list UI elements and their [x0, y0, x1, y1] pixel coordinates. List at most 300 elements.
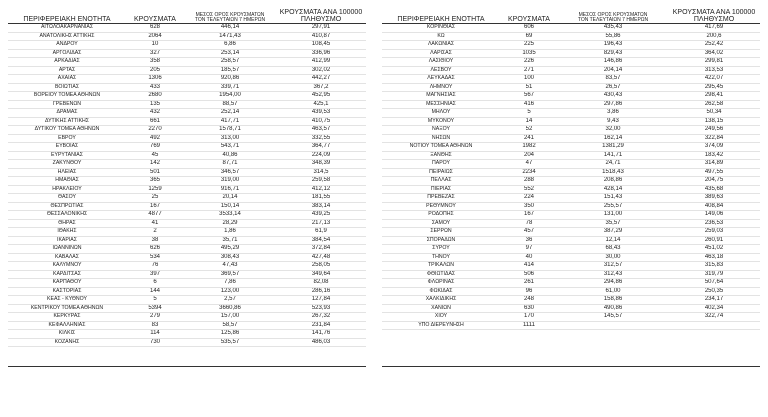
cell-cases: 2680	[126, 92, 184, 101]
cell-cases: 661	[126, 117, 184, 126]
table-row	[382, 151, 760, 160]
table-row	[382, 143, 760, 152]
cell-cases: 226	[500, 58, 558, 67]
table-row	[382, 321, 760, 330]
cell-cases: 96	[500, 287, 558, 296]
table-row	[8, 313, 366, 322]
cell-cases: 567	[500, 92, 558, 101]
cell-region: ΚΑΡΔΙΤΣΑΣ	[8, 270, 126, 279]
cell-cases: 83	[126, 321, 184, 330]
cell-avg7: 26,57	[558, 83, 668, 92]
cell-avg7: 369,57	[184, 270, 276, 279]
cell-avg7: 3533,14	[184, 211, 276, 220]
cell-cases: 40	[500, 253, 558, 262]
cell-avg7: 150,14	[184, 202, 276, 211]
cell-region: ΚΕΡΚΥΡΑΣ	[8, 313, 126, 322]
cell-per100k: 372,84	[276, 245, 366, 254]
table-row	[8, 160, 366, 169]
table-row	[382, 219, 760, 228]
table-row	[382, 117, 760, 126]
cell-per100k: 319,79	[668, 270, 760, 279]
cell-per100k: 224,09	[276, 151, 366, 160]
cell-cases: 248	[500, 296, 558, 305]
cell-per100k: 322,84	[668, 134, 760, 143]
header-per100k	[668, 8, 760, 24]
cell-region: ΝΟΤΙΟΥ ΤΟΜΕΑ ΑΘΗΝΩΝ	[382, 143, 500, 152]
cell-region: ΑΡΚΑΔΙΑΣ	[8, 58, 126, 67]
cell-cases: 51	[500, 83, 558, 92]
table-row	[382, 228, 760, 237]
cell-cases: 144	[126, 287, 184, 296]
table-row	[8, 211, 366, 220]
cell-cases: 1111	[500, 321, 558, 330]
cell-region: ΠΙΕΡΙΑΣ	[382, 185, 500, 194]
cell-per100k: 427,48	[276, 253, 366, 262]
cell-region: ΠΑΡΟΥ	[382, 160, 500, 169]
cell-region: ΚΕΦΑΛΛΗΝΙΑΣ	[8, 321, 126, 330]
cell-avg7: 916,71	[184, 185, 276, 194]
header-avg7-line2: ΤΟΝ ΤΕΛΕΥΤΑΙΩΝ 7 ΗΜΕΡΩΝ	[577, 17, 649, 23]
left-data-table	[8, 8, 366, 347]
table-row	[8, 32, 366, 41]
cell-region: ΗΡΑΚΛΕΙΟΥ	[8, 185, 126, 194]
cell-per100k: 402,34	[668, 304, 760, 313]
cell-avg7: 28,29	[184, 219, 276, 228]
table-row	[382, 126, 760, 135]
cell-region: ΡΕΘΥΜΝΟΥ	[382, 202, 500, 211]
cell-region: ΑΡΤΑΣ	[8, 66, 126, 75]
cell-avg7: 40,86	[184, 151, 276, 160]
cell-region: ΤΡΙΚΑΛΩΝ	[382, 262, 500, 271]
cell-region: ΚΑΒΑΛΑΣ	[8, 253, 126, 262]
cell-per100k: 452,95	[276, 92, 366, 101]
cell-per100k: 439,25	[276, 211, 366, 220]
cell-per100k: 497,55	[668, 168, 760, 177]
cell-cases: 47	[500, 160, 558, 169]
header-per100k-line2: ΠΛΗΘΥΣΜΟ	[300, 16, 342, 23]
cell-region: ΣΥΡΟΥ	[382, 245, 500, 254]
cell-region: ΚΕΝΤΡΙΚΟΥ ΤΟΜΕΑ ΑΘΗΝΩΝ	[8, 304, 126, 313]
cell-region: ΚΑΛΥΜΝΟΥ	[8, 262, 126, 271]
table-row	[382, 270, 760, 279]
cell-per100k: 412,99	[276, 58, 366, 67]
cell-avg7: 9,43	[558, 117, 668, 126]
cell-avg7: 253,14	[184, 49, 276, 58]
cell-per100k: 127,84	[276, 296, 366, 305]
cell-cases: 45	[126, 151, 184, 160]
table-row	[382, 296, 760, 305]
cell-avg7: 294,86	[558, 279, 668, 288]
table-row	[8, 49, 366, 58]
table-row	[8, 177, 366, 186]
cell-cases: 241	[500, 134, 558, 143]
cell-region: ΑΙΤΩΛΟΑΚΑΡΝΑΝΙΑΣ	[8, 24, 126, 33]
header-per100k-line2: ΠΛΗΘΥΣΜΟ	[693, 16, 735, 23]
cell-cases: 167	[126, 202, 184, 211]
cell-region: ΖΑΚΥΝΘΟΥ	[8, 160, 126, 169]
cell-cases: 2234	[500, 168, 558, 177]
cell-region: ΗΜΑΘΙΑΣ	[8, 177, 126, 186]
cell-region: ΛΕΣΒΟΥ	[382, 66, 500, 75]
cell-per100k: 389,63	[668, 194, 760, 203]
table-row	[8, 338, 366, 347]
cell-region: ΠΡΕΒΕΖΑΣ	[382, 194, 500, 203]
cell-avg7: 208,86	[558, 177, 668, 186]
cell-avg7: 255,57	[558, 202, 668, 211]
table-row	[8, 245, 366, 254]
cell-avg7: 543,71	[184, 143, 276, 152]
cell-avg7: 346,57	[184, 168, 276, 177]
cell-region: ΜΑΓΝΗΣΙΑΣ	[382, 92, 500, 101]
table-row	[382, 253, 760, 262]
cell-region: ΓΡΕΒΕΝΩΝ	[8, 100, 126, 109]
cell-avg7: 312,43	[558, 270, 668, 279]
table-row	[382, 75, 760, 84]
cell-cases: 630	[500, 304, 558, 313]
table-row	[382, 194, 760, 203]
table-row	[382, 262, 760, 271]
cell-cases: 414	[500, 262, 558, 271]
cell-cases: 142	[126, 160, 184, 169]
cell-region: ΧΙΟΥ	[382, 313, 500, 322]
cell-cases: 69	[500, 32, 558, 41]
cell-per100k: 486,03	[276, 338, 366, 347]
table-row	[8, 262, 366, 271]
cell-per100k: 297,91	[276, 24, 366, 33]
cell-per100k: 82,08	[276, 279, 366, 288]
table-row	[8, 83, 366, 92]
table-row	[382, 313, 760, 322]
cell-region: ΦΘΙΩΤΙΔΑΣ	[382, 270, 500, 279]
table-row	[8, 219, 366, 228]
cell-per100k: 412,12	[276, 185, 366, 194]
cell-cases: 506	[500, 270, 558, 279]
table-row	[382, 24, 760, 33]
cell-cases: 114	[126, 330, 184, 339]
table-row	[382, 279, 760, 288]
cell-region: ΣΠΟΡΑΔΩΝ	[382, 236, 500, 245]
cell-avg7: 185,57	[184, 66, 276, 75]
cell-cases: 1982	[500, 143, 558, 152]
cell-avg7: 55,86	[558, 32, 668, 41]
cell-avg7: 7,86	[184, 279, 276, 288]
cell-avg7: 313,00	[184, 134, 276, 143]
table-row	[382, 92, 760, 101]
cell-avg7: 428,14	[558, 185, 668, 194]
cell-avg7: 145,57	[558, 313, 668, 322]
cell-region: ΚΩ	[382, 32, 500, 41]
table-row	[8, 194, 366, 203]
cell-region: ΧΑΝΙΩΝ	[382, 304, 500, 313]
cell-avg7: 131,00	[558, 211, 668, 220]
header-avg7	[184, 8, 276, 24]
cell-avg7: 123,00	[184, 287, 276, 296]
cell-avg7: 20,14	[184, 194, 276, 203]
cell-region: ΜΕΣΣΗΝΙΑΣ	[382, 100, 500, 109]
cell-per100k: 332,55	[276, 134, 366, 143]
cell-region: ΜΗΛΟΥ	[382, 109, 500, 118]
cell-region: ΛΗΜΝΟΥ	[382, 83, 500, 92]
table-row	[8, 126, 366, 135]
cell-per100k: 463,18	[668, 253, 760, 262]
cell-avg7: 297,86	[558, 100, 668, 109]
cell-region: ΚΟΡΙΝΘΙΑΣ	[382, 24, 500, 33]
cell-cases: 4877	[126, 211, 184, 220]
cell-region: ΛΑΡΙΣΑΣ	[382, 49, 500, 58]
cell-per100k: 408,84	[668, 202, 760, 211]
left-header-row	[8, 8, 366, 24]
cell-cases: 38	[126, 236, 184, 245]
cell-cases: 204	[500, 151, 558, 160]
cell-per100k: 217,13	[276, 219, 366, 228]
cell-avg7: 435,43	[558, 24, 668, 33]
table-row	[382, 287, 760, 296]
cell-per100k: 204,75	[668, 177, 760, 186]
cell-cases: 288	[500, 177, 558, 186]
cell-cases: 626	[126, 245, 184, 254]
cell-region: ΣΑΜΟΥ	[382, 219, 500, 228]
header-avg7-line1: ΜΕΣΟΣ ΟΡΟΣ ΚΡΟΥΣΜΑΤΩΝ	[578, 12, 648, 18]
cell-per100k: 50,34	[668, 109, 760, 118]
cell-avg7: 158,86	[558, 296, 668, 305]
cell-per100k: 442,27	[276, 75, 366, 84]
cell-region: ΚΑΣΤΟΡΙΑΣ	[8, 287, 126, 296]
cell-avg7: 252,14	[184, 109, 276, 118]
cell-region: ΕΥΒΟΙΑΣ	[8, 143, 126, 152]
header-per100k-line1: ΚΡΟΥΣΜΑΤΑ ΑΝΑ 100000	[279, 9, 363, 16]
cell-per100k: 183,42	[668, 151, 760, 160]
table-row	[382, 49, 760, 58]
cell-avg7: 88,57	[184, 100, 276, 109]
table-row	[8, 236, 366, 245]
table-row	[382, 100, 760, 109]
cell-region: ΑΧΑΪΑΣ	[8, 75, 126, 84]
table-row	[8, 279, 366, 288]
cell-cases: 271	[500, 66, 558, 75]
cell-cases: 606	[500, 24, 558, 33]
cell-cases: 100	[500, 75, 558, 84]
cell-cases: 76	[126, 262, 184, 271]
cell-avg7: 312,57	[558, 262, 668, 271]
cell-avg7: 61,00	[558, 287, 668, 296]
table-row	[382, 202, 760, 211]
cell-region: ΒΟΙΩΤΙΑΣ	[8, 83, 126, 92]
header-avg7-line1: ΜΕΣΟΣ ΟΡΟΣ ΚΡΟΥΣΜΑΤΩΝ	[195, 12, 265, 18]
cell-cases: 350	[500, 202, 558, 211]
cell-cases: 135	[126, 100, 184, 109]
right-data-table	[382, 8, 760, 330]
cell-per100k: 315,83	[668, 262, 760, 271]
cell-region: ΚΕΑΣ - ΚΥΘΝΟΥ	[8, 296, 126, 305]
cell-per100k: 250,35	[668, 287, 760, 296]
cell-region: ΔΥΤΙΚΗΣ ΑΤΤΙΚΗΣ	[8, 117, 126, 126]
cell-avg7	[558, 321, 668, 330]
cell-avg7: 83,57	[558, 75, 668, 84]
cell-avg7: 1,86	[184, 228, 276, 237]
table-row	[8, 24, 366, 33]
cell-per100k: 384,54	[276, 236, 366, 245]
cell-region: ΒΟΡΕΙΟΥ ΤΟΜΕΑ ΑΘΗΝΩΝ	[8, 92, 126, 101]
cell-avg7: 339,71	[184, 83, 276, 92]
table-row	[382, 236, 760, 245]
cell-avg7: 308,43	[184, 253, 276, 262]
table-row	[8, 117, 366, 126]
cell-per100k: 252,42	[668, 41, 760, 50]
table-row	[8, 143, 366, 152]
table-row	[382, 41, 760, 50]
cell-region: ΝΑΞΟΥ	[382, 126, 500, 135]
table-row	[8, 92, 366, 101]
table-row	[8, 66, 366, 75]
cell-avg7: 196,43	[558, 41, 668, 50]
table-row	[8, 296, 366, 305]
cell-per100k: 523,93	[276, 304, 366, 313]
cell-avg7: 35,71	[184, 236, 276, 245]
cell-region: ΔΥΤΙΚΟΥ ΤΟΜΕΑ ΑΘΗΝΩΝ	[8, 126, 126, 135]
left-bottom-rule	[8, 366, 366, 367]
header-per100k	[276, 8, 366, 24]
cell-region: ΚΙΛΚΙΣ	[8, 330, 126, 339]
cell-per100k	[668, 321, 760, 330]
cell-cases: 327	[126, 49, 184, 58]
cell-avg7: 1578,71	[184, 126, 276, 135]
cell-per100k: 425,1	[276, 100, 366, 109]
cell-avg7: 1471,43	[184, 32, 276, 41]
cell-per100k: 336,96	[276, 49, 366, 58]
cell-cases: 416	[500, 100, 558, 109]
cell-cases: 457	[500, 228, 558, 237]
cell-per100k: 364,77	[276, 143, 366, 152]
cell-region: ΛΑΚΩΝΙΑΣ	[382, 41, 500, 50]
cell-per100k: 149,06	[668, 211, 760, 220]
cell-avg7: 162,14	[558, 134, 668, 143]
cell-avg7: 47,43	[184, 262, 276, 271]
cell-per100k: 417,69	[668, 24, 760, 33]
cell-per100k: 314,5	[276, 168, 366, 177]
cell-cases: 432	[126, 109, 184, 118]
cell-region: ΜΥΚΟΝΟΥ	[382, 117, 500, 126]
table-row	[382, 168, 760, 177]
cell-cases: 769	[126, 143, 184, 152]
table-row	[382, 109, 760, 118]
table-row	[382, 185, 760, 194]
cell-region: ΣΕΡΡΩΝ	[382, 228, 500, 237]
header-region: ΠΕΡΙΦΕΡΕΙΑΚΗ ΕΝΟΤΗΤΑ	[382, 8, 500, 24]
cell-per100k: 61,9	[276, 228, 366, 237]
cell-per100k: 249,56	[668, 126, 760, 135]
cell-per100k: 298,41	[668, 92, 760, 101]
cell-region: ΘΕΣΠΡΩΤΙΑΣ	[8, 202, 126, 211]
cell-cases: 1035	[500, 49, 558, 58]
cell-region: ΙΘΑΚΗΣ	[8, 228, 126, 237]
cell-avg7: 141,71	[558, 151, 668, 160]
cell-avg7: 387,29	[558, 228, 668, 237]
cell-cases: 36	[500, 236, 558, 245]
cell-avg7: 3660,86	[184, 304, 276, 313]
table-row	[8, 321, 366, 330]
cell-per100k: 364,02	[668, 49, 760, 58]
cell-region: ΑΝΔΡΟΥ	[8, 41, 126, 50]
cell-region: ΙΩΑΝΝΙΝΩΝ	[8, 245, 126, 254]
table-row	[382, 58, 760, 67]
table-row	[8, 134, 366, 143]
cell-avg7: 12,14	[558, 236, 668, 245]
cell-per100k: 451,02	[668, 245, 760, 254]
cell-per100k: 435,68	[668, 185, 760, 194]
cell-avg7: 446,14	[184, 24, 276, 33]
cell-avg7: 146,86	[558, 58, 668, 67]
cell-cases: 501	[126, 168, 184, 177]
table-row	[8, 41, 366, 50]
cell-region: ΘΑΣΟΥ	[8, 194, 126, 203]
cell-cases: 14	[500, 117, 558, 126]
table-row	[8, 270, 366, 279]
cell-region: ΚΑΡΠΑΘΟΥ	[8, 279, 126, 288]
table-row	[382, 134, 760, 143]
cell-region: ΑΝΑΤΟΛΙΚΗΣ ΑΤΤΙΚΗΣ	[8, 32, 126, 41]
table-row	[8, 202, 366, 211]
header-avg7	[558, 8, 668, 24]
cell-per100k: 286,16	[276, 287, 366, 296]
cell-region: ΠΕΙΡΑΙΩΣ	[382, 168, 500, 177]
cell-cases: 2270	[126, 126, 184, 135]
cell-region: ΧΑΛΚΙΔΙΚΗΣ	[382, 296, 500, 305]
cell-avg7: 2,57	[184, 296, 276, 305]
cell-avg7: 535,57	[184, 338, 276, 347]
cell-cases: 433	[126, 83, 184, 92]
cell-cases: 2	[126, 228, 184, 237]
cell-cases: 552	[500, 185, 558, 194]
cell-per100k: 314,89	[668, 160, 760, 169]
cell-per100k: 322,74	[668, 313, 760, 322]
cell-region: ΦΩΚΙΔΑΣ	[382, 287, 500, 296]
table-row	[8, 75, 366, 84]
cell-region: ΘΗΡΑΣ	[8, 219, 126, 228]
cell-cases: 25	[126, 194, 184, 203]
cell-region: ΕΥΡΥΤΑΝΙΑΣ	[8, 151, 126, 160]
cell-per100k: 231,84	[276, 321, 366, 330]
right-header-row	[382, 8, 760, 24]
cell-avg7: 1518,43	[558, 168, 668, 177]
cell-cases: 397	[126, 270, 184, 279]
left-table-body	[8, 24, 366, 347]
cell-region: ΚΟΖΑΝΗΣ	[8, 338, 126, 347]
cell-cases: 2064	[126, 32, 184, 41]
cell-cases: 10	[126, 41, 184, 50]
cell-region: ΠΕΛΛΑΣ	[382, 177, 500, 186]
cell-region: ΘΕΣΣΑΛΟΝΙΚΗΣ	[8, 211, 126, 220]
cell-region: ΥΠΟ ΔΙΕΡΕΥΝΗΣΗ	[382, 321, 500, 330]
cell-cases: 628	[126, 24, 184, 33]
cell-region: ΡΟΔΟΠΗΣ	[382, 211, 500, 220]
cell-avg7: 32,00	[558, 126, 668, 135]
cell-avg7: 495,29	[184, 245, 276, 254]
cell-per100k: 410,87	[276, 32, 366, 41]
cell-per100k: 383,14	[276, 202, 366, 211]
cell-cases: 224	[500, 194, 558, 203]
cell-per100k: 200,6	[668, 32, 760, 41]
cell-cases: 78	[500, 219, 558, 228]
table-row	[8, 185, 366, 194]
cell-cases: 5	[500, 109, 558, 118]
cell-per100k: 349,64	[276, 270, 366, 279]
cell-per100k: 507,64	[668, 279, 760, 288]
cell-avg7: 920,86	[184, 75, 276, 84]
table-row	[382, 160, 760, 169]
cell-avg7: 30,00	[558, 253, 668, 262]
cell-cases: 5394	[126, 304, 184, 313]
cell-per100k: 181,55	[276, 194, 366, 203]
